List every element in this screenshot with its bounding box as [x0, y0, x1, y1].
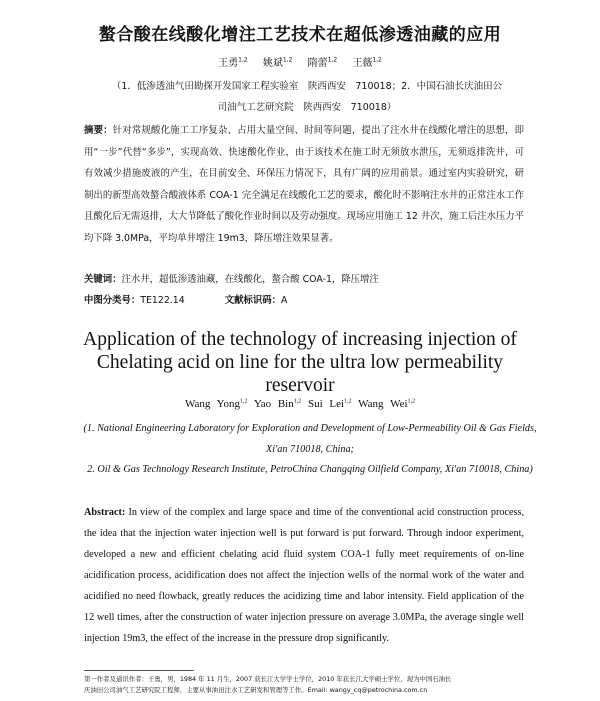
english-abstract: [84, 502, 524, 649]
chinese-affiliations: [92, 76, 522, 118]
abstract-text: 针对常规酸化施工工序复杂、占用大量空间、时间等问题，提出了注水井在线酸化增注的思想，即用“一步”代替“多步”，实现高效、快速酸化作业，由于该技术在施工时无须放水泄压，无须返排洗井，可有效减少措施废液的产生，在目前安全、环保压力情况下，具有广阔的应用前景。通过室内实验研究，研制出的新型高效螯合酸液体系 COA-1 完全满足在线酸化工艺的要求，酸化时不影响注水井的正常注水工作且酸化后无需返排，大大节降低了酸化作业时间以及劳动强度。现场应用施工 12 井次，施工后注水压力平均下降 3.0MPa，平均单井增注 19m3，降压增注效果显著。: [84, 125, 524, 244]
footnote-divider: [84, 670, 194, 671]
class-number-value: TE122.14: [140, 295, 185, 306]
abstract-label: Abstract:: [84, 507, 126, 518]
affiliation-line: (1. National Engineering Laboratory for Exploration and Development of Low-Permeability Oil & Gas Fields, Xi'an 710018, China;: [83, 423, 537, 455]
author-affiliation-mark: 1,2: [372, 56, 382, 64]
author-affiliation-mark: 1,2: [327, 56, 338, 64]
chinese-abstract: [84, 120, 524, 249]
author-name: Yao Bin: [253, 398, 294, 410]
classification: [84, 292, 524, 306]
author-name: 王勇: [218, 58, 239, 69]
footnote-line: 第一作者及通讯作者：王勇，男，1984 年 11 月生，2007 获长江大学学士学位，2010 年获长江大学硕士学位，现为中国石油长: [84, 675, 452, 683]
author-affiliation-mark: 1,2: [344, 398, 352, 405]
author-affiliation-mark: 1,2: [293, 398, 302, 405]
author-name: 王薇: [352, 58, 373, 69]
abstract-text: In view of the complex and large space and time of the conventional acid construction process, the idea that the injection water injection well is put forward is put forward. Through indoor experiment, developed a new and efficient chelating acid fluid system COA-1 fully meet requirements of on-line acidification process, acidification does not affect the injection wells of the normal work of the water and acidified no need flowback, greatly reduces the acidizing time and labor intensity. Field application of the 12 well times, after the construction of water injection pressure on average 3.0MPa, the average single well injection 19m3, the effect of the increase in the pressure drop significantly.: [84, 507, 524, 644]
english-authors: [0, 398, 600, 410]
affiliation-line: （1．低渗透油气田勘探开发国家工程实验室 陕西西安 710018；2．中国石油长庆油田公: [111, 81, 503, 92]
author-name: Wang Yong: [184, 398, 241, 410]
author-name: 姚斌: [262, 58, 283, 69]
author-footnote: [84, 674, 534, 696]
chinese-title: 螯合酸在线酸化增注工艺技术在超低渗透油藏的应用: [98, 25, 502, 45]
author-affiliation-mark: 1,2: [240, 398, 248, 405]
document-code-label: 文献标识码：: [224, 295, 281, 306]
author-name: Sui Lei: [308, 398, 345, 410]
keywords-text: 注水井，超低渗透油藏，在线酸化，螯合酸 COA-1，降压增注: [121, 274, 379, 285]
author-affiliation-mark: 1,2: [407, 398, 416, 405]
affiliation-line: 2. Oil & Gas Technology Research Institute, PetroChina Changqing Oilfield Company, Xi'an 710018, China): [87, 464, 533, 475]
footnote-line: 庆油田公司油气工艺研究院工程师，主要从事油田注水工艺研发和管理等工作。Email: wangy_cq@petrochina.com.cn: [84, 686, 428, 694]
chinese-authors: [0, 54, 600, 69]
affiliation-line: 司油气工艺研究院 陕西西安 710018）: [217, 102, 397, 113]
author-name: 隋蕾: [307, 58, 328, 69]
english-title: Application of the technology of increasing injection of Chelating acid on line for the ultra low permeability reservoir: [83, 329, 517, 396]
author-affiliation-mark: 1,2: [282, 56, 293, 64]
abstract-label: 摘要：: [84, 125, 113, 136]
keywords-label: 关键词：: [84, 274, 122, 285]
author-affiliation-mark: 1,2: [238, 56, 248, 64]
class-number-label: 中图分类号：: [84, 295, 141, 306]
author-name: Wang Wei: [358, 398, 408, 410]
document-code-value: A: [281, 295, 288, 306]
chinese-keywords: [84, 271, 524, 285]
english-affiliations: [80, 419, 540, 481]
